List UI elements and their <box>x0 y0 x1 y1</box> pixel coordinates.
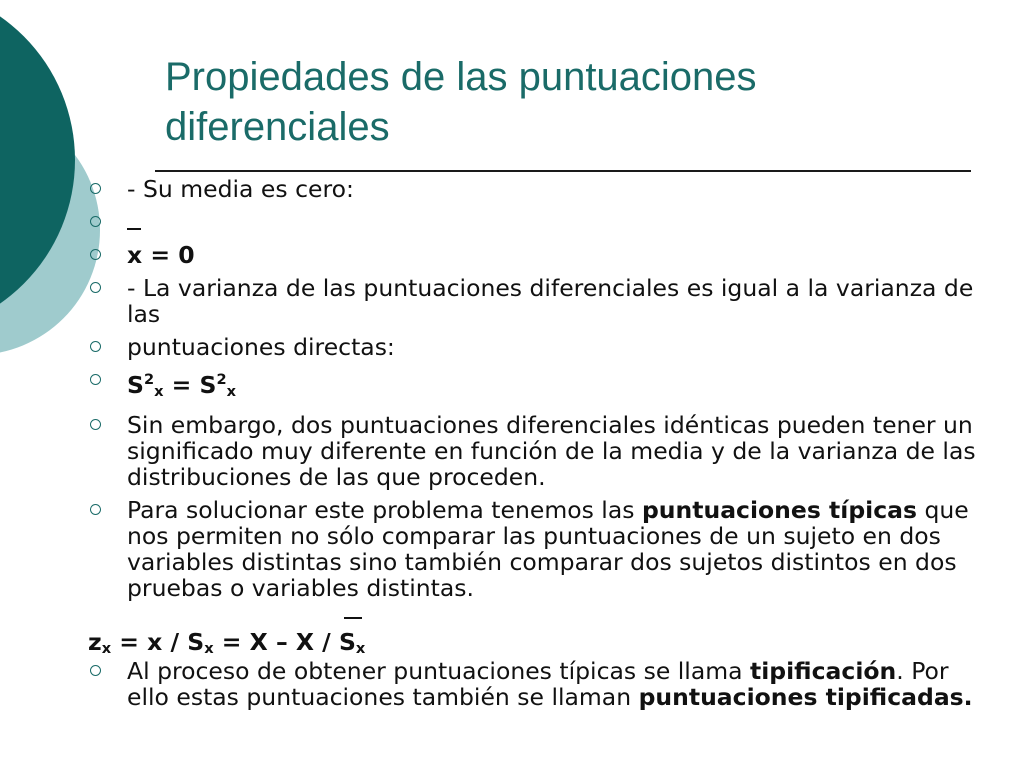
slide-title: Propiedades de las puntuaciones diferenciales <box>165 55 757 149</box>
title-underline <box>155 170 971 172</box>
bullet-item <box>88 242 988 268</box>
bullet-icon <box>90 665 101 676</box>
bullet-text-bold: puntuaciones típicas <box>641 496 917 524</box>
formula-z: z <box>88 628 102 656</box>
bullet-item <box>88 412 988 490</box>
formula-sub: x <box>154 383 164 400</box>
formula-sub: x <box>355 640 366 657</box>
mean-bar-symbol <box>344 617 362 619</box>
formula-sup: 2 <box>143 371 155 388</box>
bullet-text-bold: puntuaciones tipificadas. <box>638 683 973 711</box>
z-score-formula <box>88 619 988 655</box>
bullet-icon <box>90 374 101 385</box>
bullet-item <box>88 497 988 601</box>
bullet-text: que nos permiten no sólo comparar las puntuaciones de un sujeto en dos variables distintas sino también comparar dos sujetos distintos en dos pruebas o variables distintas. <box>127 496 969 602</box>
bullet-item <box>88 334 988 360</box>
bullet-icon <box>90 504 101 515</box>
formula-sub: x <box>204 640 214 657</box>
bullet-item-variance-formula <box>88 367 988 405</box>
bullet-item <box>88 176 988 202</box>
bullet-item <box>88 209 988 235</box>
bullet-text: x = 0 <box>127 241 195 269</box>
bullet-text: - La varianza de las puntuaciones diferenciales es igual a la varianza de las <box>127 274 974 328</box>
bullet-text: puntuaciones directas: <box>127 333 395 361</box>
formula-sub: x <box>226 383 237 400</box>
formula-sup: 2 <box>216 371 227 388</box>
bullet-item <box>88 275 988 327</box>
formula-s-right: S <box>199 371 217 399</box>
slide-body <box>88 176 988 717</box>
bullet-icon <box>90 249 101 260</box>
formula-part: = X – X / S <box>213 628 356 656</box>
bullet-icon <box>90 341 101 352</box>
bullet-text: Para solucionar este problema tenemos las <box>127 496 642 524</box>
bullet-icon <box>90 216 101 227</box>
mean-bar-symbol <box>127 210 141 230</box>
bullet-icon <box>90 183 101 194</box>
bullet-text: Al proceso de obtener puntuaciones típicas se llama <box>127 657 751 685</box>
bullet-item <box>88 658 988 710</box>
bullet-text: - Su media es cero: <box>127 175 354 203</box>
bullet-icon <box>90 419 101 430</box>
formula-s-left: S <box>127 371 144 399</box>
formula-part: = x / S <box>111 628 205 656</box>
formula-eq: = <box>163 371 200 399</box>
formula-sub: x <box>101 640 112 657</box>
bullet-text: . Por ello estas puntuaciones también se llaman <box>127 657 949 711</box>
bullet-icon <box>90 282 101 293</box>
bullet-text: Sin embargo, dos puntuaciones diferenciales idénticas pueden tener un significado muy diferente en función de la media y de la varianza de las distribuciones de las que proceden. <box>127 411 976 491</box>
bullet-text-bold: tipificación <box>750 657 897 685</box>
